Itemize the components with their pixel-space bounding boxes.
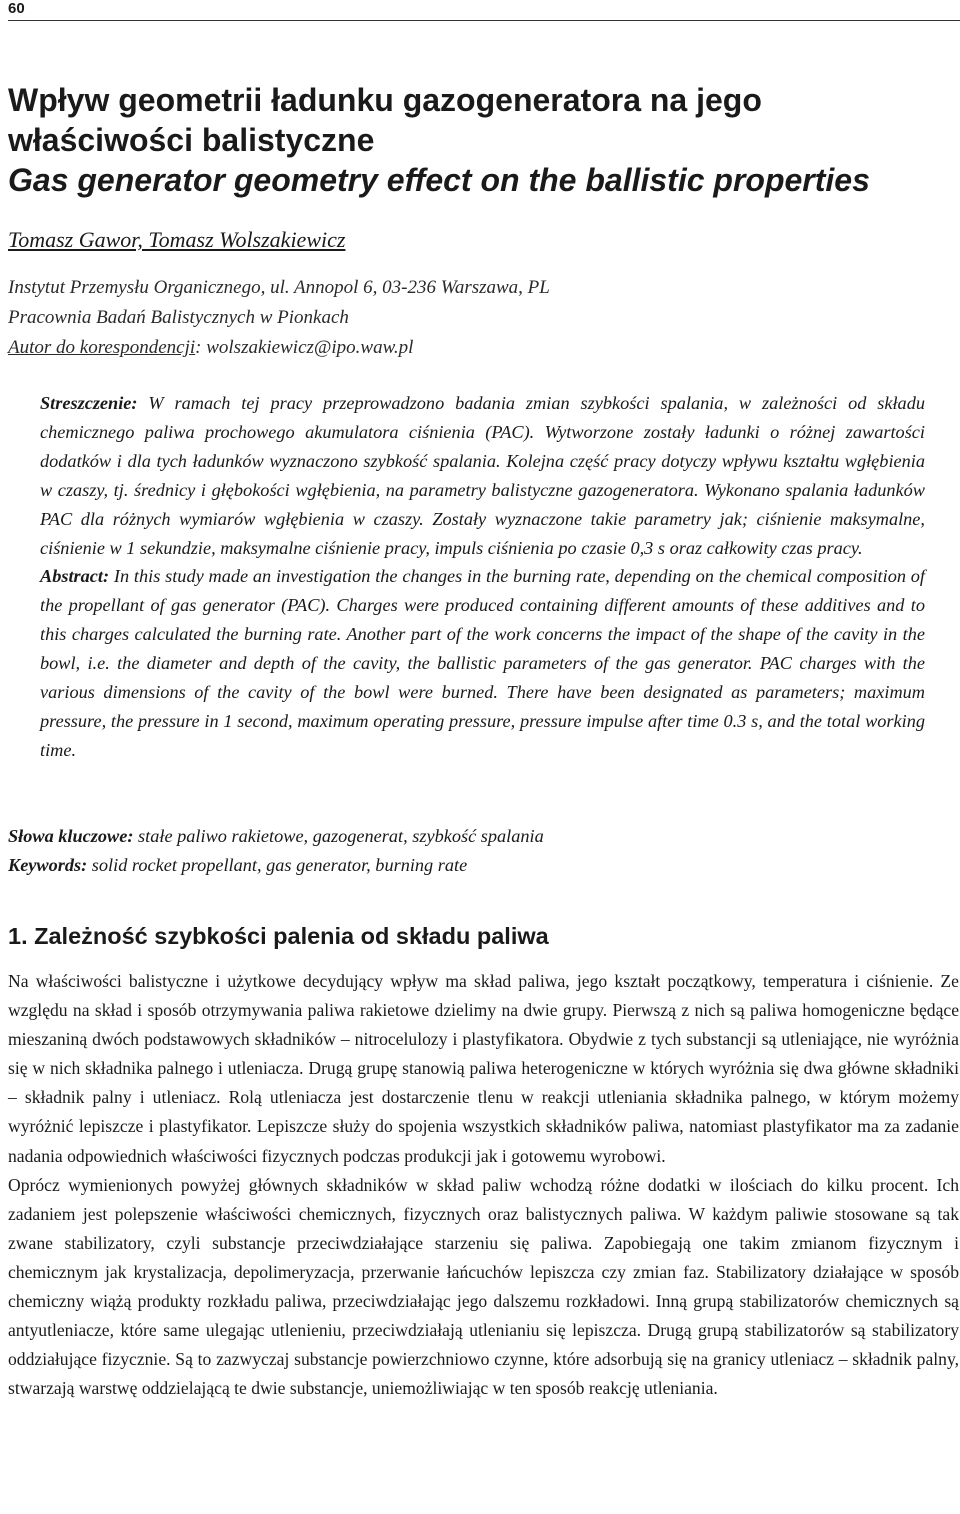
authors: Tomasz Gawor, Tomasz Wolszakiewicz (8, 227, 346, 252)
body-paragraph: Oprócz wymienionych powyżej głównych składników w skład paliw wchodzą różne dodatki w ilościach do kilku procent. Ich zadaniem jest polepszenie właściwości chemicznych, fizycznych oraz balistycznych paliwa. W każdym paliwie stosowane są tak zwane stabilizatory, czyli substancje przeciwdziałające starzeniu się paliwa. Zapobiegają one takim zmianom fizycznym i chemicznym jak krystalizacja, depolimeryzacja, przerwanie łańcuchów lepiszcza czy zmian faz. Stabilizatory działające w sposób chemiczny wiążą produkty rozkładu paliwa, przeciwdziałając jego dalszemu rozkładowi. Inną grupą stabilizatorów chemicznych są antyutleniacze, które same ulegając utlenieniu, przeciwdziałają utlenianiu się lepiszcza. Drugą grupą stabilizatorów są stabilizatory oddziałujące fizycznie. Są to zazwyczaj substancje powierzchniowo czynne, które adsorbują się na granicy utleniacz – składnik palny, stwarzają warstwę oddzielającą te dwie substancje, uniemożliwiając w ten sposób reakcję utleniania. (8, 1174, 959, 1399)
title-polish-line1: Wpływ geometrii ładunku gazogeneratora na jego (8, 82, 762, 118)
page-number: 60 (8, 0, 25, 17)
title-english: Gas generator geometry effect on the ballistic properties (8, 162, 870, 198)
section-body (8, 967, 959, 1403)
keywords-polish (8, 822, 948, 851)
title-polish (8, 80, 948, 160)
section-heading: 1. Zależność szybkości palenia od składu paliwa (8, 923, 549, 949)
corresponding-author-label: Autor do korespondencji (8, 337, 196, 358)
corresponding-author-email[interactable]: wolszakiewicz@ipo.waw.pl (206, 337, 414, 358)
keywords-polish-label: Słowa kluczowe: (8, 826, 134, 846)
corresponding-author (8, 333, 550, 363)
abstract-english (40, 562, 925, 764)
keywords-english-text: solid rocket propellant, gas generator, burning rate (91, 855, 468, 875)
abstract-polish-label: Streszczenie: (40, 393, 138, 413)
corresponding-author-sep: : (195, 337, 207, 358)
title-polish-line2: właściwości balistyczne (8, 122, 375, 158)
abstract-polish (40, 389, 925, 562)
affiliation-institute: Instytut Przemysłu Organicznego, ul. Annopol 6, 03-236 Warszawa, PL (8, 277, 550, 298)
page-header (8, 0, 960, 21)
keywords-english-label: Keywords: (8, 855, 88, 875)
body-paragraph: Na właściwości balistyczne i użytkowe decydujący wpływ ma skład paliwa, jego kształt początkowy, temperatura i ciśnienie. Ze względu na skład i sposób otrzymywania paliwa rakietowe dzielimy na dwie grupy. Pierwszą z nich są paliwa homogeniczne będące mieszaniną dwóch podstawowych składników – nitrocelulozy i plastyfikatora. Obydwie z tych substancji są utleniające, nie wyróżnia się w nich składnika palnego i utleniacza. Drugą grupę stanowią paliwa heterogeniczne w których wyróżnia się dwa główne składniki – składnik palny i utleniacz. Rolą utleniacza jest dostarczenie tlenu w reakcji utleniania składnika palnego, w którym możemy wyróżnić lepiszcze i plastyfikator. Lepiszcze służy do spojenia wszystkich składników paliwa, natomiast plastyfikator ma za zadanie nadania odpowiednich właściwości fizycznych podczas produkcji jak i gotowemu wyrobowi. (8, 971, 959, 1166)
affiliation (8, 273, 550, 363)
abstract-polish-text: W ramach tej pracy przeprowadzono badania zmian szybkości spalania, w zależności od składu chemicznego paliwa prochowego akumulatora ciśnienia (PAC). Wytworzone zostały ładunki o różnej zawartości dodatków i dla tych ładunków wyznaczono szybkość spalania. Kolejna część pracy dotyczy wpływu kształtu wgłębienia w czaszy, tj. średnicy i głębokości wgłębienia, na parametry balistyczne gazogeneratora. Wykonano spalania ładunków PAC dla różnych wymiarów wgłębienia w czaszy. Zostały wyznaczone takie parametry jak; ciśnienie maksymalne, ciśnienie w 1 sekundzie, maksymalne ciśnienie pracy, impuls ciśnienia po czasie 0,3 s oraz całkowity czas pracy. (40, 393, 925, 558)
abstract-english-label: Abstract: (40, 566, 110, 587)
keywords-polish-text: stałe paliwo rakietowe, gazogenerat, szybkość spalania (138, 826, 544, 846)
abstract-english-text: In this study made an investigation the changes in the burning rate, depending on the chemical composition of the propellant of gas generator (PAC). Charges were produced containing different amounts of these additives and to this charges calculated the burning rate. Another part of the work concerns the impact of the shape of the cavity in the bowl, i.e. the diameter and depth of the cavity, the ballistic parameters of the gas generator. PAC charges with the various dimensions of the cavity of the bowl were burned. There have been designated as parameters; maximum pressure, the pressure in 1 second, maximum operating pressure, pressure impulse after time 0.3 s, and the total working time. (40, 566, 925, 760)
keywords-english (8, 851, 948, 880)
keywords-block (8, 822, 948, 880)
abstract-block (40, 389, 925, 765)
affiliation-lab: Pracownia Badań Balistycznych w Pionkach (8, 307, 349, 328)
article-title (8, 80, 948, 200)
